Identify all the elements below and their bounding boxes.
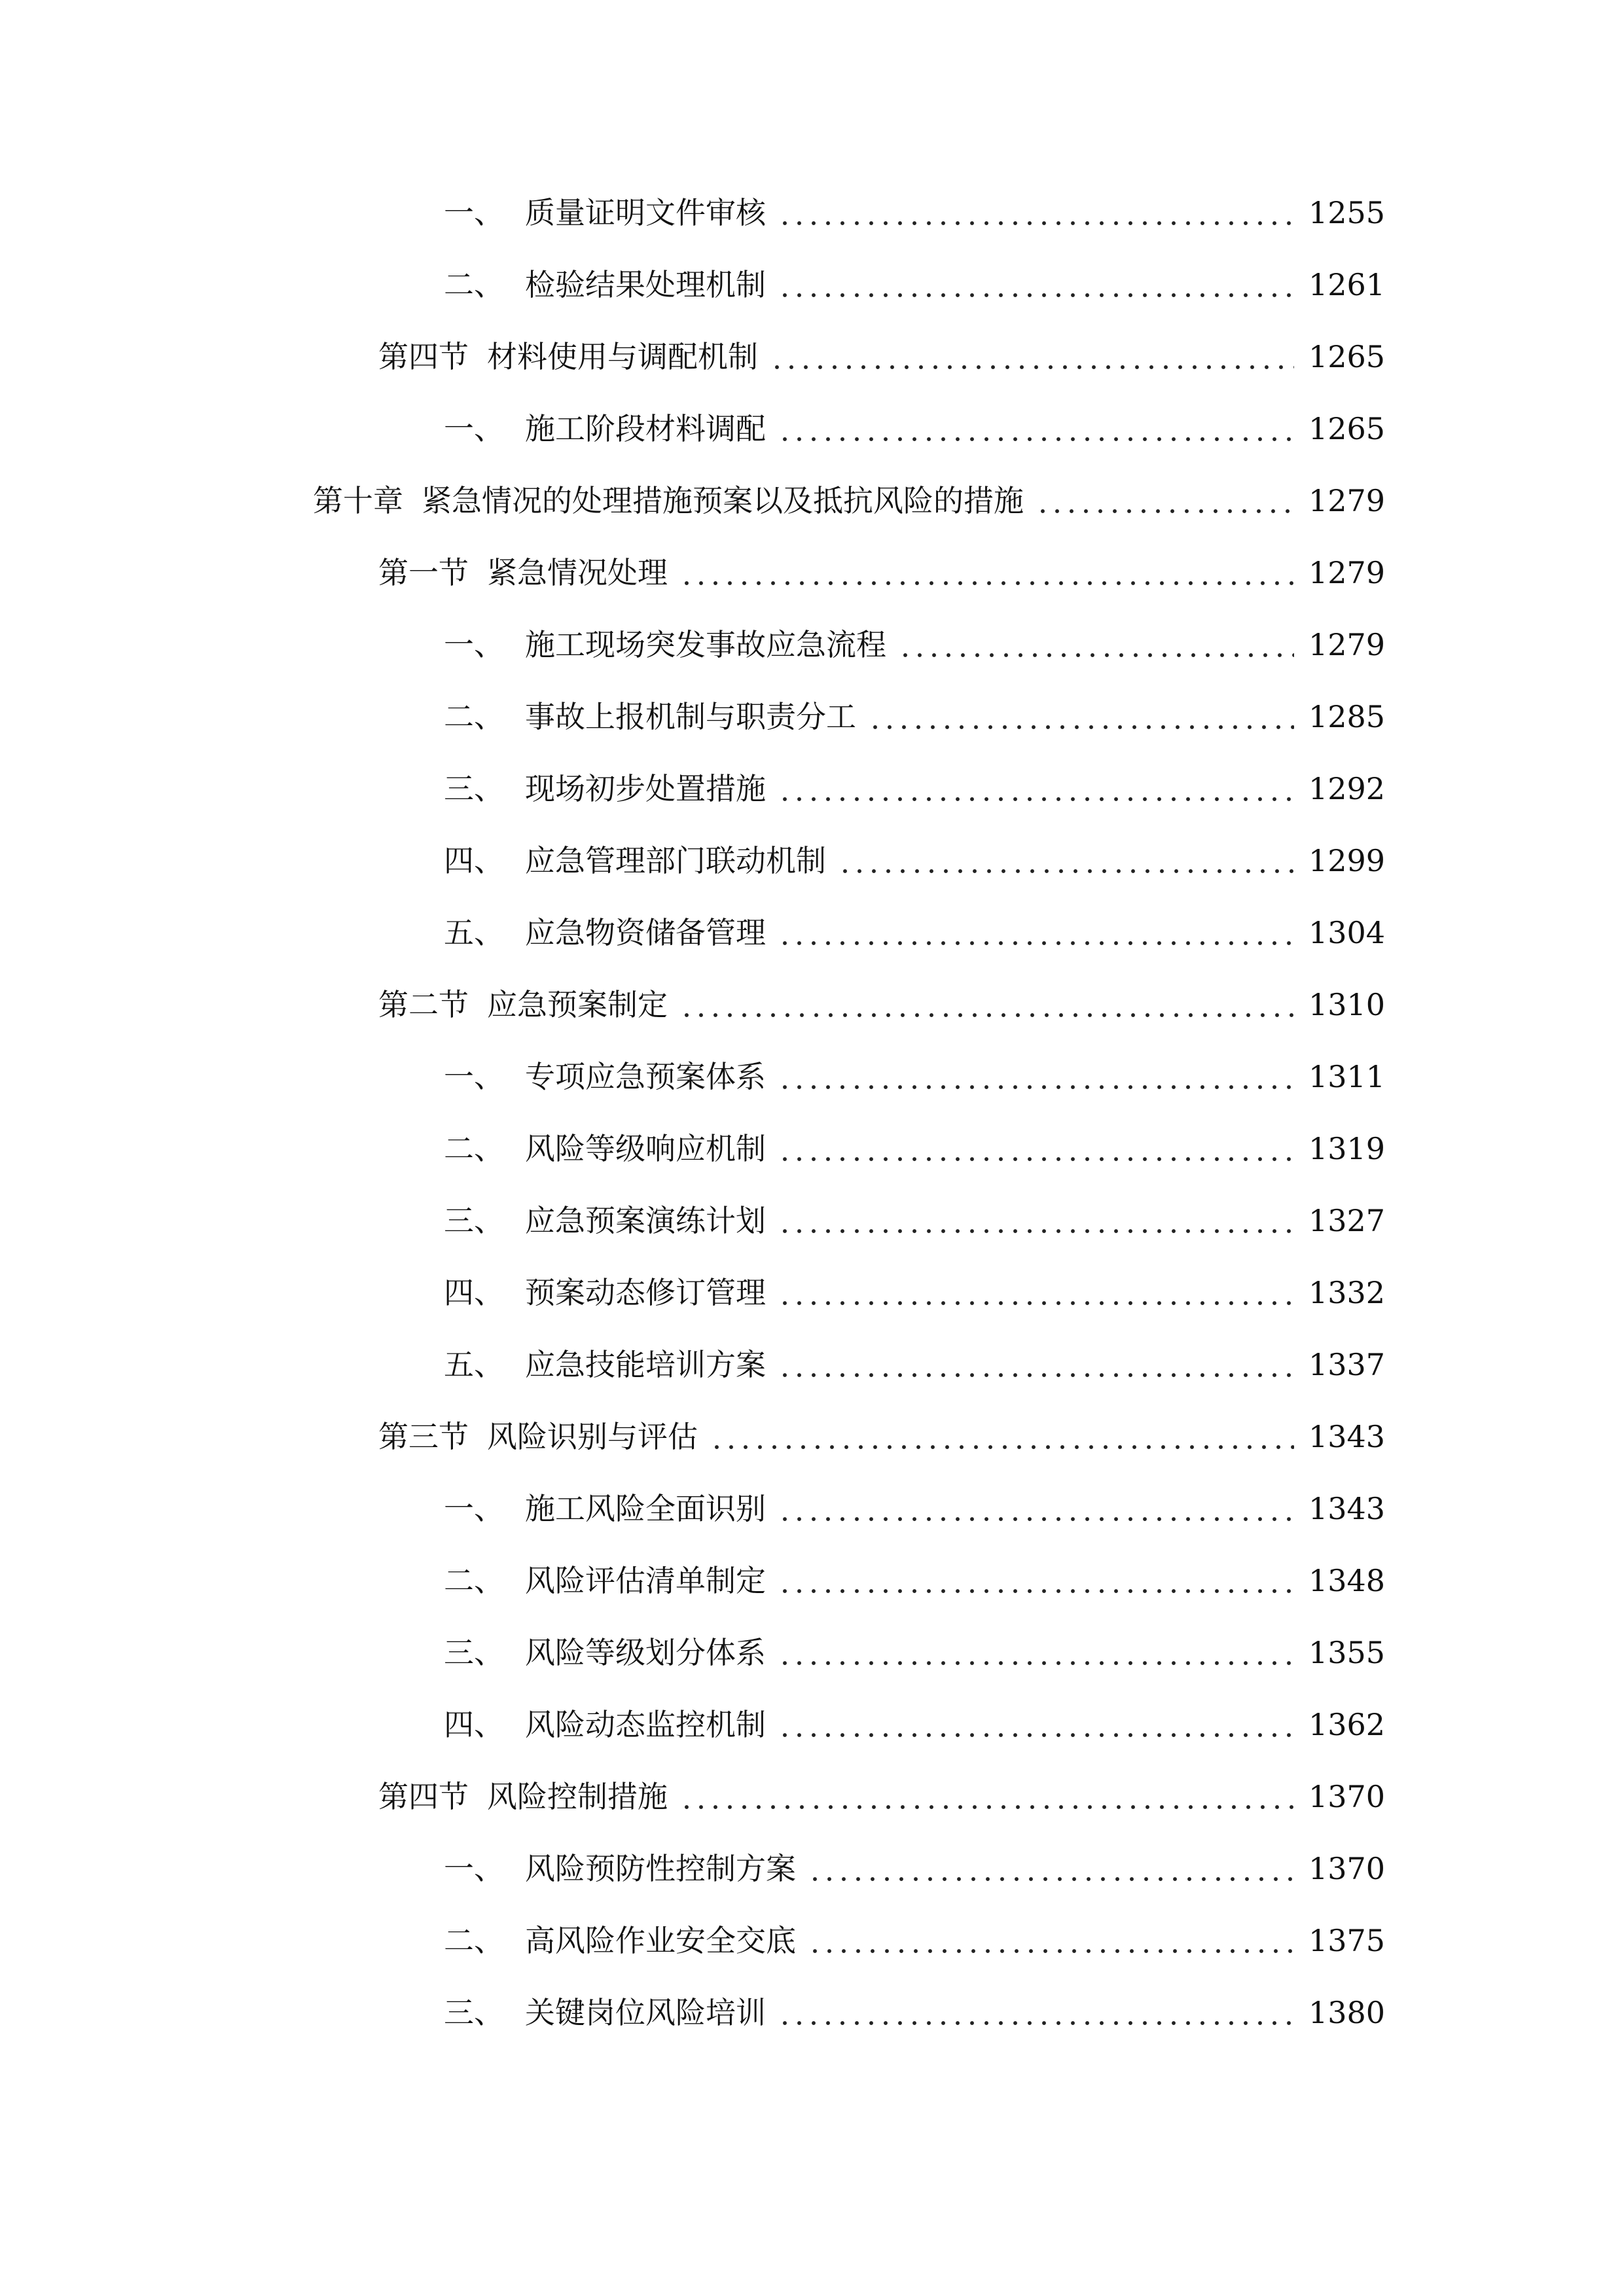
toc-entry-page: 1299 [1308, 843, 1386, 878]
dot-leader [778, 918, 1294, 948]
dot-leader [679, 558, 1294, 588]
toc-entry[interactable] [0, 1041, 1624, 1113]
toc-entry-number: 二、 [444, 699, 504, 734]
toc-entry-number: 二、 [444, 1563, 504, 1598]
toc-entry[interactable] [0, 249, 1624, 321]
toc-entry-page: 1311 [1308, 1059, 1386, 1094]
toc-entry[interactable] [0, 1833, 1624, 1905]
toc-entry-title: 风险动态监控机制 [525, 1707, 766, 1742]
toc-entry-number: 三、 [444, 771, 504, 806]
toc-entry[interactable] [0, 537, 1624, 609]
dot-leader [778, 1134, 1294, 1164]
toc-entry-title: 应急预案演练计划 [525, 1203, 766, 1238]
toc-entry-number: 三、 [444, 1635, 504, 1670]
toc-entry-number: 一、 [444, 1059, 504, 1094]
toc-entry-number: 四、 [444, 843, 504, 878]
toc-entry[interactable] [0, 1905, 1624, 1977]
toc-entry-title: 质量证明文件审核 [525, 195, 766, 230]
toc-entry-title: 风险预防性控制方案 [525, 1851, 796, 1886]
toc-entry-title: 施工风险全面识别 [525, 1491, 766, 1526]
toc-entry-number: 五、 [444, 915, 504, 950]
toc-entry-title: 高风险作业安全交底 [525, 1923, 796, 1958]
toc-entry-number: 第三节 [378, 1419, 469, 1454]
toc-entry[interactable] [0, 1329, 1624, 1401]
dot-leader [710, 1422, 1294, 1452]
toc-entry-page: 1310 [1308, 987, 1386, 1022]
toc-entry[interactable] [0, 393, 1624, 465]
toc-entry-title: 专项应急预案体系 [525, 1059, 766, 1094]
toc-entry-title: 材料使用与调配机制 [487, 339, 758, 374]
toc-entry-number: 第十章 [313, 483, 403, 518]
toc-entry-page: 1355 [1308, 1635, 1386, 1670]
toc-entry-page: 1332 [1308, 1275, 1386, 1310]
toc-entry[interactable] [0, 825, 1624, 897]
dot-leader [868, 702, 1294, 732]
toc-entry-title: 紧急情况的处理措施预案以及抵抗风险的措施 [422, 483, 1024, 518]
toc-entry-page: 1265 [1308, 339, 1386, 374]
toc-entry-number: 第四节 [378, 339, 469, 374]
toc-entry[interactable] [0, 1185, 1624, 1257]
table-of-contents [0, 177, 1624, 2049]
dot-leader [679, 990, 1294, 1020]
toc-entry-title: 施工阶段材料调配 [525, 411, 766, 446]
toc-entry-number: 三、 [444, 1203, 504, 1238]
dot-leader [778, 1278, 1294, 1308]
toc-entry-title: 应急技能培训方案 [525, 1347, 766, 1382]
dot-leader [778, 198, 1294, 228]
toc-entry-title: 施工现场突发事故应急流程 [525, 627, 886, 662]
toc-entry-page: 1343 [1308, 1419, 1386, 1454]
toc-entry-number: 五、 [444, 1347, 504, 1382]
dot-leader [1036, 486, 1294, 516]
toc-entry-number: 一、 [444, 411, 504, 446]
toc-entry[interactable] [0, 609, 1624, 681]
toc-entry[interactable] [0, 1977, 1624, 2049]
toc-entry[interactable] [0, 321, 1624, 393]
toc-entry[interactable] [0, 177, 1624, 249]
dot-leader [778, 1566, 1294, 1596]
toc-entry-title: 检验结果处理机制 [525, 267, 766, 302]
toc-entry-number: 第二节 [378, 987, 469, 1022]
dot-leader [808, 1854, 1294, 1884]
toc-entry-page: 1348 [1308, 1563, 1386, 1598]
toc-entry-number: 三、 [444, 1995, 504, 2030]
toc-entry[interactable] [0, 753, 1624, 825]
dot-leader [778, 1710, 1294, 1740]
toc-entry[interactable] [0, 1545, 1624, 1617]
toc-entry[interactable] [0, 969, 1624, 1041]
toc-entry[interactable] [0, 1761, 1624, 1833]
toc-entry-number: 一、 [444, 1851, 504, 1886]
toc-entry-title: 应急物资储备管理 [525, 915, 766, 950]
toc-entry[interactable] [0, 1257, 1624, 1329]
toc-entry-title: 紧急情况处理 [487, 555, 668, 590]
toc-entry[interactable] [0, 1617, 1624, 1689]
toc-entry[interactable] [0, 1473, 1624, 1545]
toc-entry-page: 1327 [1308, 1203, 1386, 1238]
toc-entry-number: 二、 [444, 1131, 504, 1166]
toc-entry-title: 事故上报机制与职责分工 [525, 699, 856, 734]
toc-entry-page: 1279 [1308, 483, 1386, 518]
toc-entry[interactable] [0, 1401, 1624, 1473]
toc-entry[interactable] [0, 897, 1624, 969]
toc-entry-title: 预案动态修订管理 [525, 1275, 766, 1310]
toc-entry-title: 应急预案制定 [487, 987, 668, 1022]
toc-entry-number: 一、 [444, 627, 504, 662]
toc-entry-page: 1370 [1308, 1851, 1386, 1886]
dot-leader [778, 1062, 1294, 1092]
toc-entry-title: 关键岗位风险培训 [525, 1995, 766, 2030]
toc-entry-title: 现场初步处置措施 [525, 771, 766, 806]
dot-leader [778, 1350, 1294, 1380]
toc-entry-page: 1265 [1308, 411, 1386, 446]
dot-leader [679, 1782, 1294, 1812]
toc-entry-page: 1285 [1308, 699, 1386, 734]
toc-entry-number: 第四节 [378, 1779, 469, 1814]
toc-entry-number: 一、 [444, 1491, 504, 1526]
dot-leader [778, 414, 1294, 444]
toc-entry-page: 1337 [1308, 1347, 1386, 1382]
toc-entry-page: 1362 [1308, 1707, 1386, 1742]
toc-entry-number: 四、 [444, 1707, 504, 1742]
toc-entry-number: 四、 [444, 1275, 504, 1310]
dot-leader [778, 1638, 1294, 1668]
toc-entry-page: 1255 [1308, 195, 1386, 230]
dot-leader [778, 270, 1294, 300]
toc-entry-page: 1304 [1308, 915, 1386, 950]
dot-leader [778, 774, 1294, 804]
dot-leader [898, 630, 1294, 660]
toc-entry-page: 1380 [1308, 1995, 1386, 2030]
toc-entry-title: 风险评估清单制定 [525, 1563, 766, 1598]
toc-entry-title: 风险等级划分体系 [525, 1635, 766, 1670]
toc-entry-page: 1261 [1308, 267, 1386, 302]
toc-entry-number: 二、 [444, 267, 504, 302]
toc-entry-number: 第一节 [378, 555, 469, 590]
dot-leader [770, 342, 1294, 372]
toc-entry-number: 一、 [444, 195, 504, 230]
toc-entry-title: 应急管理部门联动机制 [525, 843, 826, 878]
toc-entry[interactable] [0, 1689, 1624, 1761]
toc-entry-title: 风险等级响应机制 [525, 1131, 766, 1166]
toc-entry-title: 风险控制措施 [487, 1779, 668, 1814]
dot-leader [838, 846, 1294, 876]
toc-entry[interactable] [0, 465, 1624, 537]
toc-entry-page: 1279 [1308, 627, 1386, 662]
dot-leader [778, 1998, 1294, 2028]
toc-entry-title: 风险识别与评估 [487, 1419, 698, 1454]
toc-entry-page: 1370 [1308, 1779, 1386, 1814]
toc-entry-page: 1375 [1308, 1923, 1386, 1958]
dot-leader [808, 1926, 1294, 1956]
dot-leader [778, 1206, 1294, 1236]
toc-entry-number: 二、 [444, 1923, 504, 1958]
toc-entry-page: 1279 [1308, 555, 1386, 590]
toc-entry-page: 1319 [1308, 1131, 1386, 1166]
toc-entry[interactable] [0, 681, 1624, 753]
toc-entry-page: 1343 [1308, 1491, 1386, 1526]
dot-leader [778, 1494, 1294, 1524]
toc-entry[interactable] [0, 1113, 1624, 1185]
toc-entry-page: 1292 [1308, 771, 1386, 806]
